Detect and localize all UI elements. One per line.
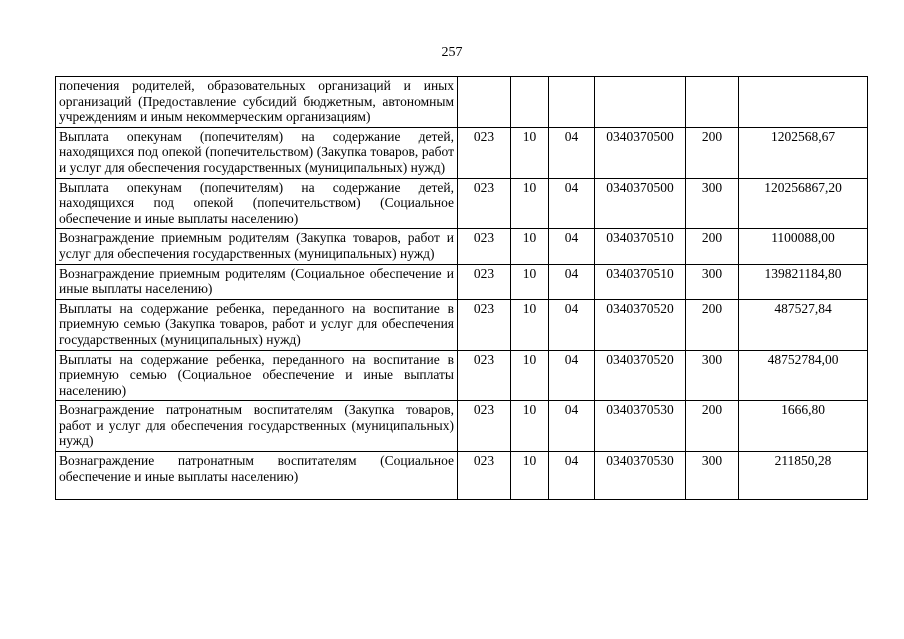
budget-table (55, 76, 868, 500)
section-cell: 10 (511, 299, 549, 350)
table-row (56, 178, 868, 229)
subsection-cell: 04 (549, 229, 595, 264)
amount-cell: 1100088,00 (739, 229, 868, 264)
target-article-cell: 0340370520 (595, 299, 686, 350)
amount-cell: 1666,80 (739, 401, 868, 452)
row-name-cell: Выплата опекунам (попечителям) на содержание детей, находящихся под опекой (попечительством) (Закупка товаров, работ и услуг для обеспечения государственных (муниципальных) нужд) (56, 127, 458, 178)
table-row (56, 127, 868, 178)
section-cell: 10 (511, 127, 549, 178)
subsection-cell (549, 77, 595, 128)
grbs-cell: 023 (458, 401, 511, 452)
row-name-cell: Выплаты на содержание ребенка, переданного на воспитание в приемную семью (Социальное обеспечение и иные выплаты населению) (56, 350, 458, 401)
amount-cell: 139821184,80 (739, 264, 868, 299)
section-cell: 10 (511, 264, 549, 299)
row-name-cell: Вознаграждение патронатным воспитателям (Закупка товаров, работ и услуг для обеспечения государственных (муниципальных) нужд) (56, 401, 458, 452)
section-cell: 10 (511, 452, 549, 500)
amount-cell (739, 77, 868, 128)
expense-type-cell: 200 (686, 127, 739, 178)
table-row (56, 452, 868, 500)
table-row (56, 77, 868, 128)
subsection-cell: 04 (549, 264, 595, 299)
amount-cell: 120256867,20 (739, 178, 868, 229)
target-article-cell: 0340370530 (595, 401, 686, 452)
section-cell: 10 (511, 401, 549, 452)
row-name-cell: Вознаграждение патронатным воспитателям (Социальное обеспечение и иные выплаты населению) (56, 452, 458, 500)
table-row (56, 264, 868, 299)
target-article-cell: 0340370500 (595, 127, 686, 178)
expense-type-cell: 200 (686, 299, 739, 350)
subsection-cell: 04 (549, 350, 595, 401)
grbs-cell: 023 (458, 350, 511, 401)
grbs-cell: 023 (458, 264, 511, 299)
amount-cell: 1202568,67 (739, 127, 868, 178)
subsection-cell: 04 (549, 452, 595, 500)
grbs-cell: 023 (458, 299, 511, 350)
row-name-cell: Вознаграждение приемным родителям (Социальное обеспечение и иные выплаты населению) (56, 264, 458, 299)
grbs-cell: 023 (458, 127, 511, 178)
row-name-cell: попечения родителей, образовательных организаций и иных организаций (Предоставление субсидий бюджетным, автономным учреждениям и иным некоммерческим организациям) (56, 77, 458, 128)
grbs-cell: 023 (458, 178, 511, 229)
table-row (56, 401, 868, 452)
expense-type-cell: 300 (686, 178, 739, 229)
grbs-cell: 023 (458, 452, 511, 500)
grbs-cell (458, 77, 511, 128)
table-row (56, 229, 868, 264)
amount-cell: 211850,28 (739, 452, 868, 500)
subsection-cell: 04 (549, 178, 595, 229)
expense-type-cell: 300 (686, 350, 739, 401)
expense-type-cell (686, 77, 739, 128)
target-article-cell (595, 77, 686, 128)
expense-type-cell: 300 (686, 452, 739, 500)
subsection-cell: 04 (549, 401, 595, 452)
target-article-cell: 0340370510 (595, 264, 686, 299)
table-row (56, 350, 868, 401)
expense-type-cell: 200 (686, 229, 739, 264)
table-row (56, 299, 868, 350)
expense-type-cell: 200 (686, 401, 739, 452)
subsection-cell: 04 (549, 127, 595, 178)
amount-cell: 487527,84 (739, 299, 868, 350)
page-number: 257 (441, 45, 463, 60)
expense-type-cell: 300 (686, 264, 739, 299)
amount-cell: 48752784,00 (739, 350, 868, 401)
target-article-cell: 0340370510 (595, 229, 686, 264)
row-name-cell: Выплата опекунам (попечителям) на содержание детей, находящихся под опекой (попечительством) (Социальное обеспечение и иные выплаты населению) (56, 178, 458, 229)
target-article-cell: 0340370530 (595, 452, 686, 500)
row-name-cell: Вознаграждение приемным родителям (Закупка товаров, работ и услуг для обеспечения государственных (муниципальных) нужд) (56, 229, 458, 264)
section-cell: 10 (511, 178, 549, 229)
subsection-cell: 04 (549, 299, 595, 350)
target-article-cell: 0340370500 (595, 178, 686, 229)
section-cell: 10 (511, 350, 549, 401)
row-name-cell: Выплаты на содержание ребенка, переданного на воспитание в приемную семью (Закупка товаров, работ и услуг для обеспечения государственных (муниципальных) нужд) (56, 299, 458, 350)
section-cell: 10 (511, 229, 549, 264)
section-cell (511, 77, 549, 128)
grbs-cell: 023 (458, 229, 511, 264)
target-article-cell: 0340370520 (595, 350, 686, 401)
